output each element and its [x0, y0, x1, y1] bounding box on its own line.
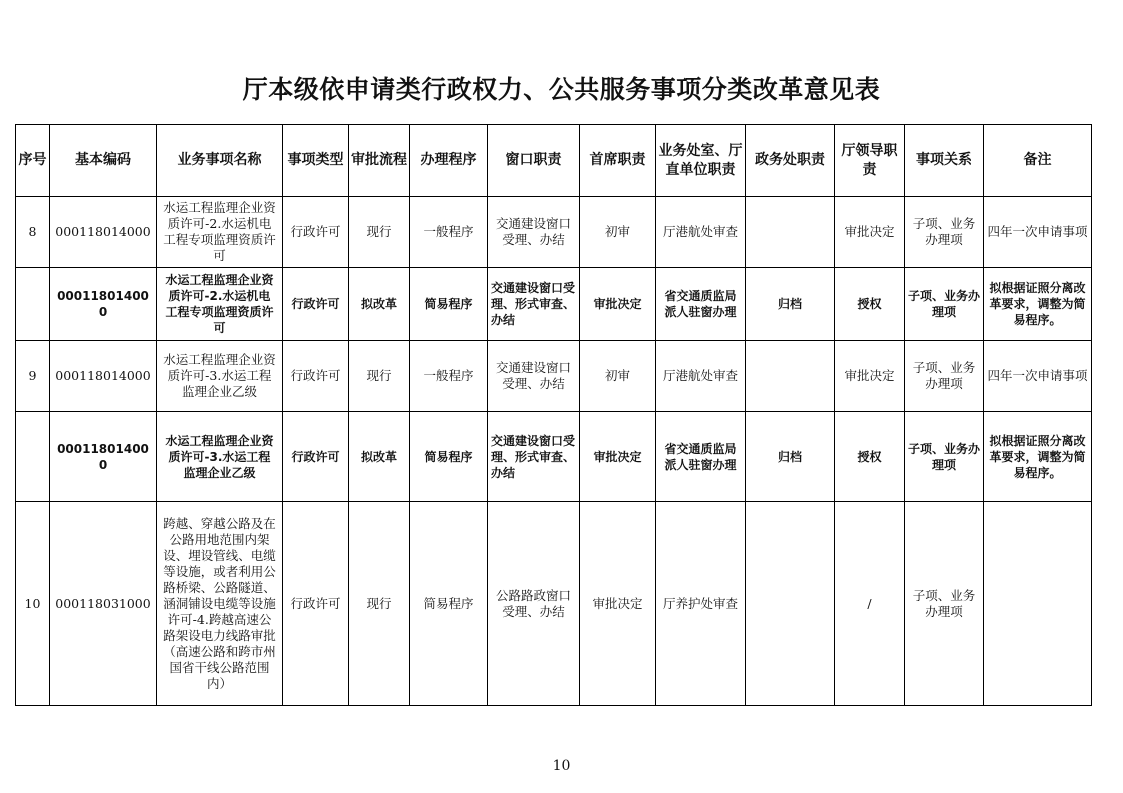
header-cell-department-duty: 业务处室、厅直单位职责 — [656, 125, 746, 197]
affairs-office-duty-cell — [746, 341, 835, 412]
item-name-cell: 水运工程监理企业资质许可-3.水运工程监理企业乙级 — [157, 341, 283, 412]
header-cell-remarks: 备注 — [984, 125, 1092, 197]
header-cell-procedure: 办理程序 — [410, 125, 488, 197]
chief-duty-cell: 审批决定 — [580, 412, 656, 502]
code-cell: 000118014000 — [50, 268, 157, 341]
table-row — [16, 268, 1092, 341]
item-type-cell: 行政许可 — [283, 341, 349, 412]
item-name-cell: 水运工程监理企业资质许可-2.水运机电工程专项监理资质许可 — [157, 197, 283, 268]
header-row — [16, 125, 1092, 197]
window-duty-cell: 交通建设窗口受理、形式审查、办结 — [488, 268, 580, 341]
affairs-office-duty-cell: 归档 — [746, 268, 835, 341]
chief-duty-cell: 审批决定 — [580, 502, 656, 706]
affairs-office-duty-cell — [746, 502, 835, 706]
seq-cell: 8 — [16, 197, 50, 268]
department-duty-cell: 厅养护处审查 — [656, 502, 746, 706]
item-name-cell: 水运工程监理企业资质许可-3.水运工程监理企业乙级 — [157, 412, 283, 502]
procedure-cell: 一般程序 — [410, 341, 488, 412]
procedure-cell: 简易程序 — [410, 502, 488, 706]
header-cell-code: 基本编码 — [50, 125, 157, 197]
remarks-cell: 拟根据证照分离改革要求，调整为简易程序。 — [984, 412, 1092, 502]
department-duty-cell: 厅港航处审查 — [656, 197, 746, 268]
code-cell: 000118031000 — [50, 502, 157, 706]
header-cell-leader-duty: 厅领导职责 — [835, 125, 905, 197]
header-cell-approval-flow: 审批流程 — [349, 125, 410, 197]
window-duty-cell: 交通建设窗口受理、办结 — [488, 341, 580, 412]
item-type-cell: 行政许可 — [283, 268, 349, 341]
procedure-cell: 简易程序 — [410, 412, 488, 502]
leader-duty-cell: 审批决定 — [835, 197, 905, 268]
item-name-cell: 跨越、穿越公路及在公路用地范围内架设、埋设管线、电缆等设施，或者利用公路桥梁、公路隧道、涵洞铺设电缆等设施许可-4.跨越高速公路架设电力线路审批（高速公路和跨市州国省干线公路范围内） — [157, 502, 283, 706]
seq-cell: 10 — [16, 502, 50, 706]
seq-cell — [16, 412, 50, 502]
table-row — [16, 502, 1092, 706]
code-cell: 000118014000 — [50, 197, 157, 268]
approval-flow-cell: 拟改革 — [349, 412, 410, 502]
header-cell-seq: 序号 — [16, 125, 50, 197]
header-cell-affairs-office-duty: 政务处职责 — [746, 125, 835, 197]
leader-duty-cell: 授权 — [835, 268, 905, 341]
relation-cell: 子项、业务办理项 — [905, 502, 984, 706]
department-duty-cell: 厅港航处审查 — [656, 341, 746, 412]
approval-flow-cell: 现行 — [349, 502, 410, 706]
relation-cell: 子项、业务办理项 — [905, 412, 984, 502]
approval-flow-cell: 拟改革 — [349, 268, 410, 341]
department-duty-cell: 省交通质监局派人驻窗办理 — [656, 268, 746, 341]
header-cell-item-type: 事项类型 — [283, 125, 349, 197]
code-cell: 000118014000 — [50, 412, 157, 502]
table-row — [16, 197, 1092, 268]
window-duty-cell: 交通建设窗口受理、形式审查、办结 — [488, 412, 580, 502]
remarks-cell: 四年一次申请事项 — [984, 197, 1092, 268]
item-type-cell: 行政许可 — [283, 412, 349, 502]
seq-cell — [16, 268, 50, 341]
table-row — [16, 412, 1092, 502]
relation-cell: 子项、业务办理项 — [905, 341, 984, 412]
item-type-cell: 行政许可 — [283, 502, 349, 706]
leader-duty-cell: 授权 — [835, 412, 905, 502]
affairs-office-duty-cell: 归档 — [746, 412, 835, 502]
remarks-cell: 四年一次申请事项 — [984, 341, 1092, 412]
code-cell: 000118014000 — [50, 341, 157, 412]
item-name-cell: 水运工程监理企业资质许可-2.水运机电工程专项监理资质许可 — [157, 268, 283, 341]
procedure-cell: 简易程序 — [410, 268, 488, 341]
leader-duty-cell: / — [835, 502, 905, 706]
remarks-cell — [984, 502, 1092, 706]
affairs-office-duty-cell — [746, 197, 835, 268]
approval-flow-cell: 现行 — [349, 197, 410, 268]
window-duty-cell: 公路路政窗口受理、办结 — [488, 502, 580, 706]
window-duty-cell: 交通建设窗口受理、办结 — [488, 197, 580, 268]
remarks-cell: 拟根据证照分离改革要求，调整为简易程序。 — [984, 268, 1092, 341]
item-type-cell: 行政许可 — [283, 197, 349, 268]
header-cell-window-duty: 窗口职责 — [488, 125, 580, 197]
relation-cell: 子项、业务办理项 — [905, 197, 984, 268]
header-cell-relation: 事项关系 — [905, 125, 984, 197]
header-cell-item-name: 业务事项名称 — [157, 125, 283, 197]
reform-opinion-table — [15, 124, 1092, 706]
table-row — [16, 341, 1092, 412]
chief-duty-cell: 初审 — [580, 341, 656, 412]
header-cell-chief-duty: 首席职责 — [580, 125, 656, 197]
page-number: 10 — [552, 758, 571, 774]
department-duty-cell: 省交通质监局派人驻窗办理 — [656, 412, 746, 502]
procedure-cell: 一般程序 — [410, 197, 488, 268]
seq-cell: 9 — [16, 341, 50, 412]
chief-duty-cell: 初审 — [580, 197, 656, 268]
leader-duty-cell: 审批决定 — [835, 341, 905, 412]
chief-duty-cell: 审批决定 — [580, 268, 656, 341]
approval-flow-cell: 现行 — [349, 341, 410, 412]
relation-cell: 子项、业务办理项 — [905, 268, 984, 341]
page-title: 厅本级依申请类行政权力、公共服务事项分类改革意见表 — [242, 75, 881, 104]
